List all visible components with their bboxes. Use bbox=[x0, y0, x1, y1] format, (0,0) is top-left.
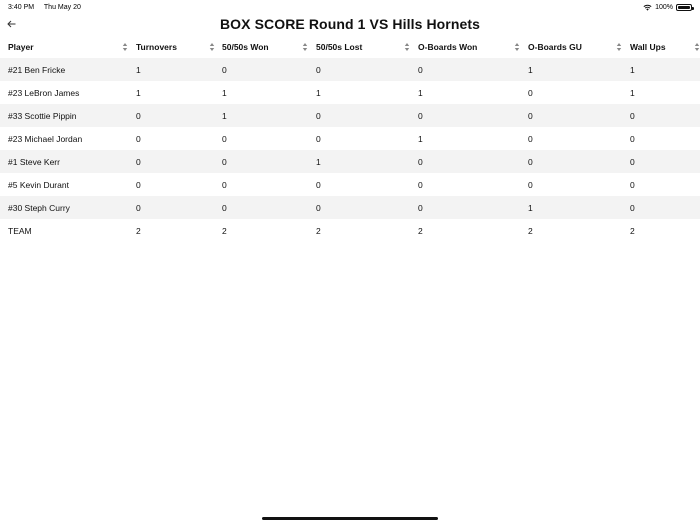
stat-cell: 0 bbox=[214, 173, 308, 196]
stat-cell: 2 bbox=[308, 219, 410, 242]
column-header-label: Wall Ups bbox=[630, 42, 666, 52]
table-row[interactable] bbox=[0, 81, 700, 104]
stat-cell: 0 bbox=[520, 150, 622, 173]
player-name-cell: #23 Michael Jordan bbox=[0, 127, 128, 150]
wifi-icon bbox=[643, 4, 652, 11]
stat-cell: 1 bbox=[308, 81, 410, 104]
player-name-cell: #5 Kevin Durant bbox=[0, 173, 128, 196]
status-time: 3:40 PM bbox=[8, 3, 35, 11]
stat-cell: 1 bbox=[622, 58, 700, 81]
header-row bbox=[0, 36, 700, 58]
stat-cell: 0 bbox=[410, 104, 520, 127]
column-header-label: O-Boards Won bbox=[418, 42, 478, 52]
column-header[interactable] bbox=[308, 36, 410, 58]
stat-cell: 2 bbox=[214, 219, 308, 242]
table-row[interactable] bbox=[0, 127, 700, 150]
stat-cell: 0 bbox=[128, 150, 214, 173]
stat-cell: 1 bbox=[410, 127, 520, 150]
table-row[interactable] bbox=[0, 150, 700, 173]
stat-cell: 1 bbox=[214, 104, 308, 127]
column-header[interactable] bbox=[128, 36, 214, 58]
column-header[interactable] bbox=[622, 36, 700, 58]
table-body bbox=[0, 58, 700, 242]
column-header-label: 50/50s Won bbox=[222, 42, 269, 52]
stat-cell: 0 bbox=[622, 150, 700, 173]
column-header[interactable] bbox=[520, 36, 622, 58]
stat-cell: 2 bbox=[622, 219, 700, 242]
table-row[interactable] bbox=[0, 219, 700, 242]
sort-icon bbox=[694, 42, 700, 52]
arrow-left-icon bbox=[7, 20, 16, 28]
status-left bbox=[8, 4, 89, 11]
stat-cell: 0 bbox=[214, 58, 308, 81]
stat-cell: 0 bbox=[128, 104, 214, 127]
stat-cell: 1 bbox=[520, 58, 622, 81]
stat-cell: 0 bbox=[520, 173, 622, 196]
stat-cell: 1 bbox=[410, 81, 520, 104]
stat-cell: 0 bbox=[410, 173, 520, 196]
stat-cell: 0 bbox=[410, 150, 520, 173]
stat-cell: 1 bbox=[520, 196, 622, 219]
stat-cell: 1 bbox=[622, 81, 700, 104]
back-button[interactable] bbox=[4, 16, 18, 32]
stat-cell: 0 bbox=[214, 127, 308, 150]
stat-cell: 2 bbox=[128, 219, 214, 242]
column-header[interactable] bbox=[410, 36, 520, 58]
column-header-label: Player bbox=[8, 42, 34, 52]
player-name-cell: #23 LeBron James bbox=[0, 81, 128, 104]
stat-cell: 0 bbox=[622, 196, 700, 219]
status-date: Thu May 20 bbox=[43, 3, 81, 11]
home-indicator bbox=[262, 517, 438, 520]
table-row[interactable] bbox=[0, 58, 700, 81]
stat-cell: 1 bbox=[128, 58, 214, 81]
stat-cell: 0 bbox=[128, 173, 214, 196]
column-header-label: 50/50s Lost bbox=[316, 42, 363, 52]
column-header-label: Turnovers bbox=[136, 42, 177, 52]
stat-cell: 0 bbox=[128, 196, 214, 219]
status-right bbox=[643, 4, 692, 11]
battery-icon bbox=[676, 4, 692, 11]
battery-percent: 100% bbox=[655, 3, 673, 11]
stat-cell: 0 bbox=[308, 196, 410, 219]
column-header[interactable] bbox=[214, 36, 308, 58]
stat-cell: 1 bbox=[128, 81, 214, 104]
player-name-cell: #1 Steve Kerr bbox=[0, 150, 128, 173]
box-score-table bbox=[0, 36, 700, 242]
stat-cell: 2 bbox=[520, 219, 622, 242]
player-name-cell: #33 Scottie Pippin bbox=[0, 104, 128, 127]
stat-cell: 0 bbox=[214, 150, 308, 173]
stat-cell: 0 bbox=[308, 173, 410, 196]
stat-cell: 0 bbox=[308, 127, 410, 150]
header bbox=[0, 14, 700, 34]
stat-cell: 0 bbox=[520, 81, 622, 104]
column-header[interactable] bbox=[0, 36, 128, 58]
stat-cell: 0 bbox=[520, 104, 622, 127]
table-row[interactable] bbox=[0, 173, 700, 196]
stat-cell: 0 bbox=[214, 196, 308, 219]
stat-cell: 0 bbox=[308, 104, 410, 127]
stat-cell: 0 bbox=[308, 58, 410, 81]
stat-cell: 0 bbox=[622, 127, 700, 150]
page-title: BOX SCORE Round 1 VS Hills Hornets bbox=[219, 16, 481, 32]
stat-cell: 1 bbox=[308, 150, 410, 173]
stat-cell: 0 bbox=[520, 127, 622, 150]
table-header bbox=[0, 36, 700, 58]
stat-cell: 1 bbox=[214, 81, 308, 104]
stat-cell: 0 bbox=[622, 104, 700, 127]
stat-cell: 0 bbox=[622, 173, 700, 196]
stat-cell: 0 bbox=[410, 58, 520, 81]
player-name-cell: TEAM bbox=[0, 219, 128, 242]
table-row[interactable] bbox=[0, 196, 700, 219]
stat-cell: 2 bbox=[410, 219, 520, 242]
table-row[interactable] bbox=[0, 104, 700, 127]
stat-cell: 0 bbox=[410, 196, 520, 219]
player-name-cell: #30 Steph Curry bbox=[0, 196, 128, 219]
status-bar bbox=[0, 0, 700, 14]
column-header-label: O-Boards GU bbox=[528, 42, 582, 52]
stat-cell: 0 bbox=[128, 127, 214, 150]
player-name-cell: #21 Ben Fricke bbox=[0, 58, 128, 81]
